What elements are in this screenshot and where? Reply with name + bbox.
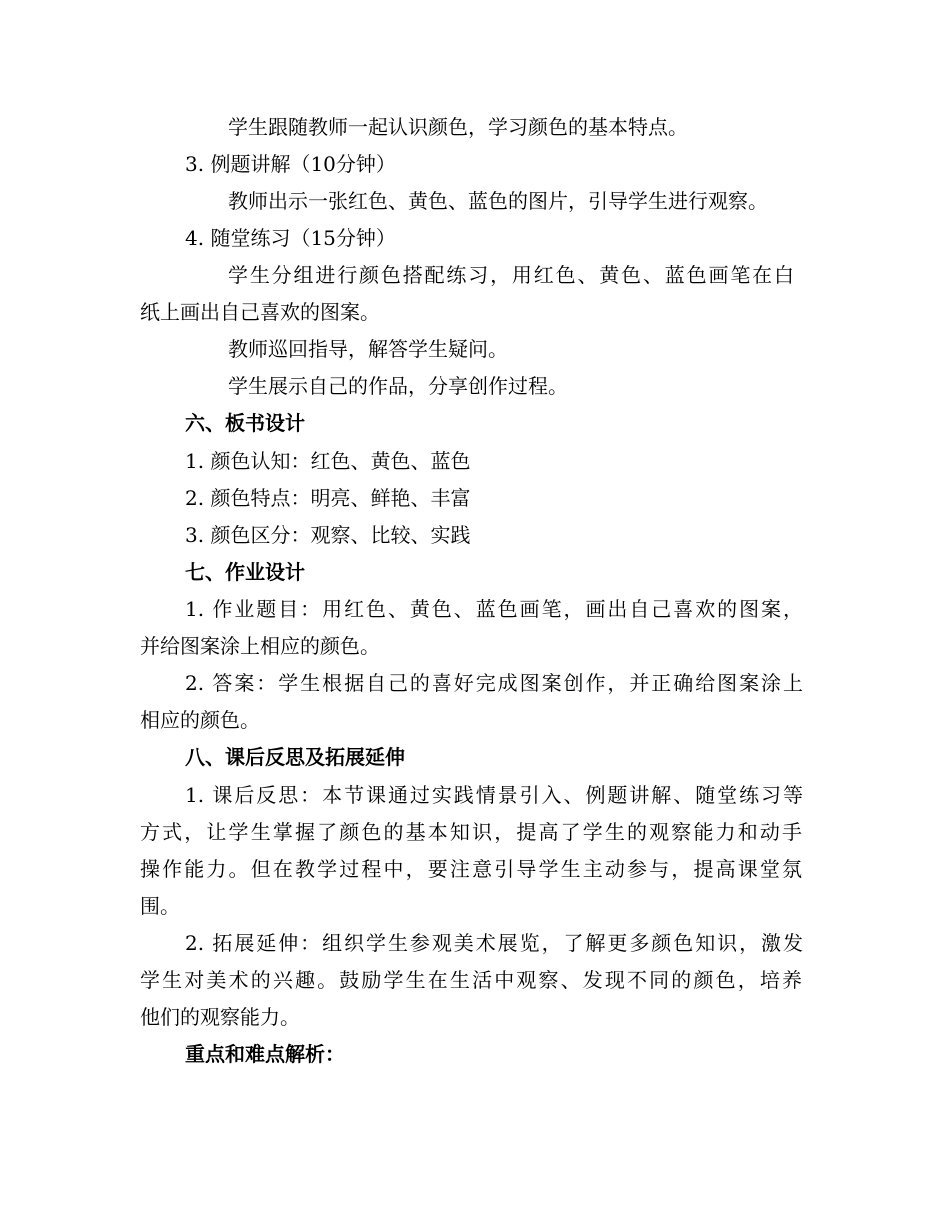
section-heading: 八、课后反思及拓展延伸 bbox=[185, 745, 405, 769]
paragraph-line: 并给图案涂上相应的颜色。 bbox=[140, 634, 380, 658]
paragraph-line: 操作能力。但在教学过程中，要注意引导学生主动参与，提高课堂氛 bbox=[140, 857, 802, 881]
list-item: 2. 拓展延伸：组织学生参观美术展览，了解更多颜色知识，激发 bbox=[185, 931, 803, 955]
paragraph-line: 方式，让学生掌握了颜色的基本知识，提高了学生的观察能力和动手 bbox=[140, 820, 802, 844]
list-item: 1. 作业题目：用红色、黄色、蓝色画笔，画出自己喜欢的图案， bbox=[185, 597, 803, 621]
paragraph-line: 学生展示自己的作品，分享创作过程。 bbox=[228, 374, 568, 398]
paragraph-line: 学生跟随教师一起认识颜色，学习颜色的基本特点。 bbox=[228, 115, 688, 139]
paragraph-line: 纸上画出自己喜欢的图案。 bbox=[140, 300, 380, 324]
paragraph-line: 学生分组进行颜色搭配练习，用红色、黄色、蓝色画笔在白 bbox=[228, 263, 794, 287]
list-item: 4. 随堂练习（15分钟） bbox=[185, 226, 396, 250]
paragraph-line: 教师出示一张红色、黄色、蓝色的图片，引导学生进行观察。 bbox=[228, 189, 768, 213]
section-heading: 六、板书设计 bbox=[185, 411, 305, 435]
list-item: 1. 课后反思：本节课通过实践情景引入、例题讲解、随堂练习等 bbox=[185, 783, 803, 807]
section-heading: 七、作业设计 bbox=[185, 560, 305, 584]
list-item: 2. 颜色特点：明亮、鲜艳、丰富 bbox=[185, 486, 471, 510]
list-item: 2. 答案：学生根据自己的喜好完成图案创作，并正确给图案涂上 bbox=[185, 671, 803, 695]
list-item: 3. 颜色区分：观察、比较、实践 bbox=[185, 523, 471, 547]
paragraph-line: 教师巡回指导，解答学生疑问。 bbox=[228, 337, 508, 361]
list-item: 1. 颜色认知：红色、黄色、蓝色 bbox=[185, 449, 471, 473]
paragraph-line: 围。 bbox=[140, 894, 180, 918]
paragraph-line: 他们的观察能力。 bbox=[140, 1005, 300, 1029]
paragraph-line: 学生对美术的兴趣。鼓励学生在生活中观察、发现不同的颜色，培养 bbox=[140, 968, 802, 992]
list-item: 3. 例题讲解（10分钟） bbox=[185, 152, 396, 176]
paragraph-line: 相应的颜色。 bbox=[140, 708, 260, 732]
section-heading: 重点和难点解析： bbox=[185, 1042, 345, 1066]
